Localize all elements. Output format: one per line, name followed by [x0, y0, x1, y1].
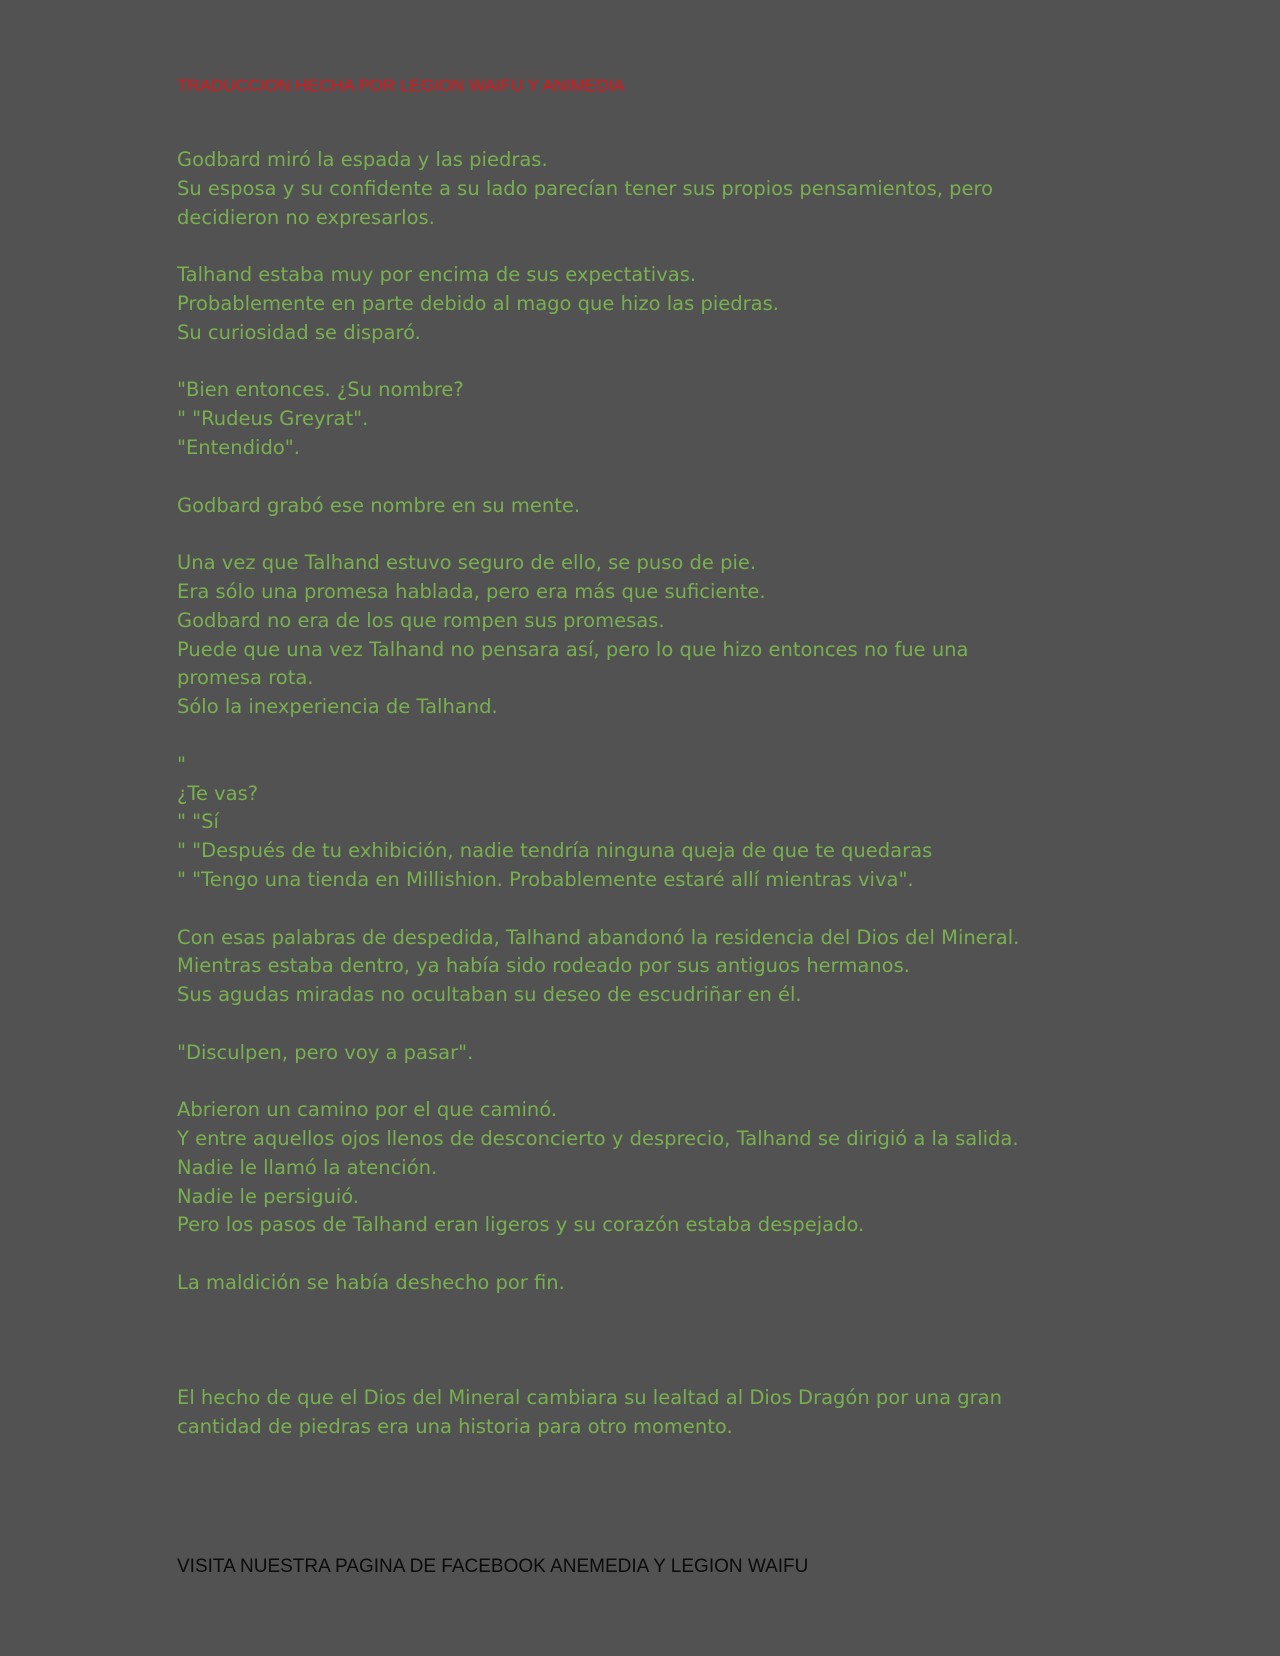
text-line: Abrieron un camino por el que caminó. — [177, 1098, 558, 1122]
text-line: Nadie le llamó la atención. — [177, 1155, 438, 1179]
text-line: Nadie le persiguió. — [177, 1184, 360, 1208]
text-line: " "Tengo una tienda en Millishion. Probablemente estaré allí mientras viva". — [177, 867, 914, 891]
text-line: Su curiosidad se disparó. — [177, 320, 421, 344]
text-line: " — [177, 752, 186, 776]
paragraph — [177, 261, 1097, 347]
paragraph — [177, 751, 1097, 895]
blank-space — [177, 1327, 1097, 1385]
paragraph — [177, 549, 1097, 722]
paragraph — [177, 1269, 1097, 1298]
closing-paragraph — [177, 1384, 1097, 1442]
text-line: Una vez que Talhand estuvo seguro de ello, se puso de pie. — [177, 551, 757, 575]
text-line: cantidad de piedras era una historia para otro momento. — [177, 1415, 733, 1439]
story-body — [177, 146, 1097, 1471]
text-line: Godbard no era de los que rompen sus promesas. — [177, 608, 665, 632]
text-line: ¿Te vas? — [177, 781, 259, 805]
text-line: Pero los pasos de Talhand eran ligeros y su corazón estaba despejado. — [177, 1213, 865, 1237]
text-line: Talhand estaba muy por encima de sus expectativas. — [177, 263, 697, 287]
paragraph — [177, 376, 1097, 462]
text-line: La maldición se había deshecho por fin. — [177, 1271, 565, 1295]
text-line: Sus agudas miradas no ocultaban su deseo de escudriñar en él. — [177, 983, 802, 1007]
text-line: decidieron no expresarlos. — [177, 205, 435, 229]
paragraph — [177, 924, 1097, 1010]
text-line: Puede que una vez Talhand no pensara así, pero lo que hizo entonces no fue una — [177, 637, 969, 661]
text-line: El hecho de que el Dios del Mineral cambiara su lealtad al Dios Dragón por una gran — [177, 1386, 1002, 1410]
paragraph — [177, 146, 1097, 232]
text-line: Godbard grabó ese nombre en su mente. — [177, 493, 581, 517]
text-line: " "Rudeus Greyrat". — [177, 407, 369, 431]
text-line: " "Después de tu exhibición, nadie tendría ninguna queja de que te quedaras — [177, 839, 933, 863]
text-line: promesa rota. — [177, 666, 314, 690]
text-line: "Entendido". — [177, 435, 300, 459]
text-line: Era sólo una promesa hablada, pero era más que suficiente. — [177, 579, 766, 603]
paragraph — [177, 1039, 1097, 1068]
text-line: Su esposa y su confidente a su lado parecían tener sus propios pensamientos, pero — [177, 176, 994, 200]
text-line: "Bien entonces. ¿Su nombre? — [177, 378, 464, 402]
document-page — [177, 0, 1097, 1656]
text-line: Godbard miró la espada y las piedras. — [177, 148, 548, 171]
text-line: Sólo la inexperiencia de Talhand. — [177, 695, 498, 719]
text-line: Mientras estaba dentro, ya había sido rodeado por sus antiguos hermanos. — [177, 954, 910, 978]
text-line: "Disculpen, pero voy a pasar". — [177, 1040, 474, 1064]
text-line: " "Sí — [177, 810, 219, 834]
text-line: Y entre aquellos ojos llenos de desconcierto y desprecio, Talhand se dirigió a la salida. — [177, 1127, 1019, 1151]
paragraph — [177, 1096, 1097, 1240]
paragraph — [177, 492, 1097, 521]
translation-credit-header: TRADUCCION HECHA POR LEGION WAIFU Y ANIMEDIA — [177, 76, 625, 95]
facebook-footer-note: VISITA NUESTRA PAGINA DE FACEBOOK ANEMEDIA Y LEGION WAIFU — [177, 1556, 809, 1577]
text-line: Con esas palabras de despedida, Talhand abandonó la residencia del Dios del Mineral. — [177, 925, 1020, 949]
text-line: Probablemente en parte debido al mago que hizo las piedras. — [177, 291, 779, 315]
